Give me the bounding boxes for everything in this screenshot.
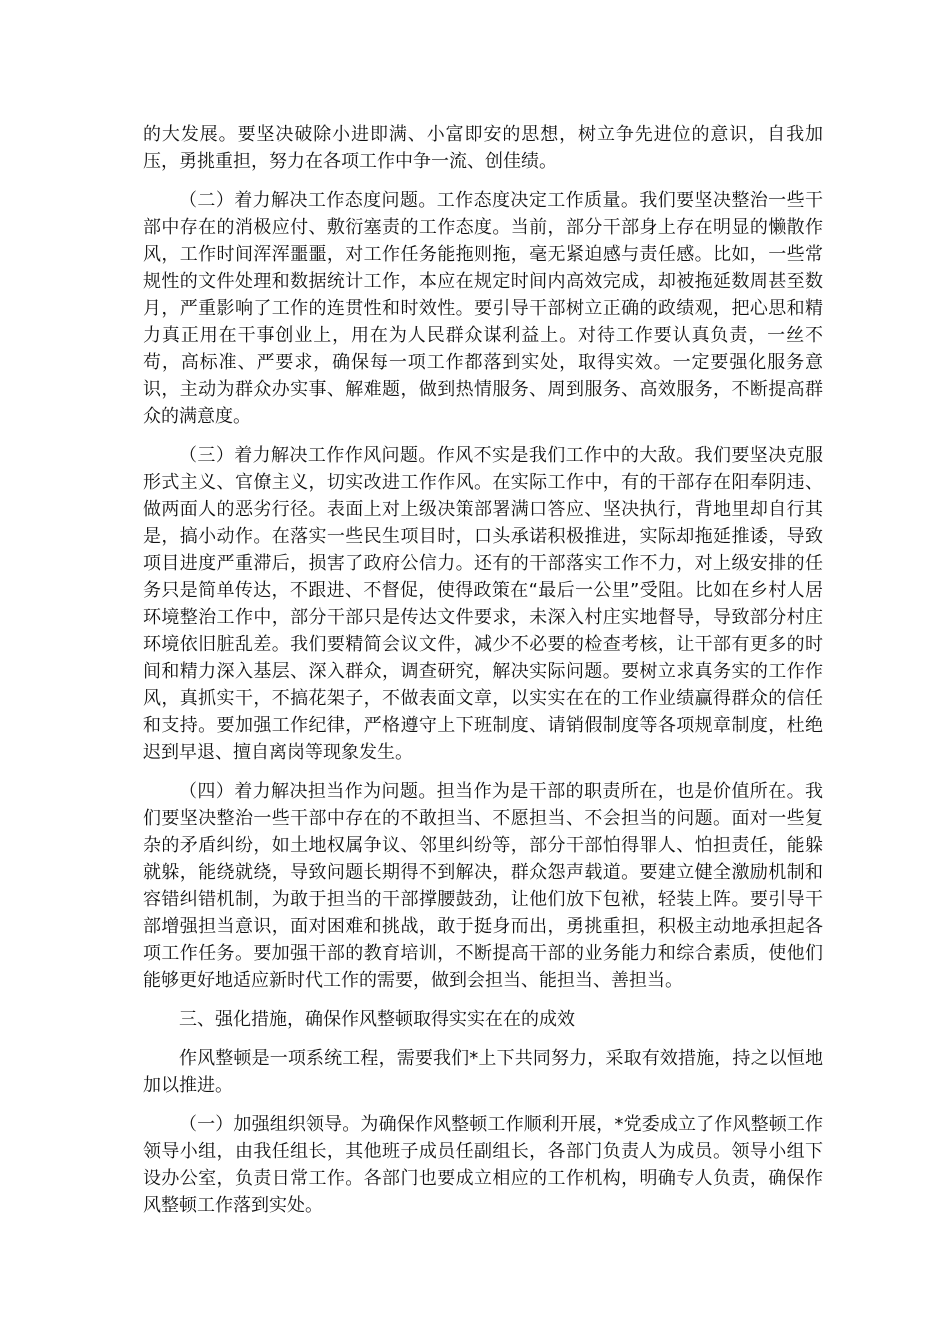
paragraph-work-attitude: （二）着力解决工作态度问题。工作态度决定工作质量。我们要坚决整治一些干部中存在的消极应付、敷衍塞责的工作态度。当前，部分干部身上存在明显的懒散作风，工作时间浑浑噩噩，对工作任务能拖则拖，毫无紧迫感与责任感。比如，一些常规性的文件处理和数据统计工作，本应在规定时间内高效完成，却被拖延数周甚至数月，严重影响了工作的连贯性和时效性。要引导干部树立正确的政绩观，把心思和精力真正用在干事创业上，用在为人民群众谋利益上。对待工作要认真负责，一丝不苟，高标准、严要求，确保每一项工作都落到实处，取得实效。一定要强化服务意识，主动为群众办实事、解难题，做到热情服务、周到服务、高效服务，不断提高群众的满意度。 — [143, 190, 823, 427]
paragraph-work-style: （三）着力解决工作作风问题。作风不实是我们工作中的大敌。我们要坚决克服形式主义、官僚主义，切实改进工作作风。在实际工作中，有的干部存在阳奉阴违、做两面人的恶劣行径。表面上对上级决策部署满口答应、坚决执行，背地里却自行其是，搞小动作。在落实一些民生项目时，口头承诺积极推进，实际却拖延推诿，导致项目进度严重滞后，损害了政府公信力。还有的干部落实工作不力，对上级安排的任务只是简单传达，不跟进、不督促，使得政策在“最后一公里”受阻。比如在乡村人居环境整治工作中，部分干部只是传达文件要求，未深入村庄实地督导，导致部分村庄环境依旧脏乱差。我们要精简会议文件，减少不必要的检查考核，让干部有更多的时间和精力深入基层、深入群众，调查研究，解决实际问题。要树立求真务实的工作作风，真抓实干，不搞花架子，不做表面文章，以实实在在的工作业绩赢得群众的信任和支持。要加强工作纪律，严格遵守上下班制度、请销假制度等各项规章制度，杜绝迟到早退、擅自离岗等现象发生。 — [143, 445, 823, 763]
paragraph-organization-leadership: （一）加强组织领导。为确保作风整顿工作顺利开展，*党委成立了作风整顿工作领导小组，由我任组长，其他班子成员任副组长，各部门负责人为成员。领导小组下设办公室，负责日常工作。各部门也要成立相应的工作机构，明确专人负责，确保作风整顿工作落到实处。 — [143, 1114, 823, 1216]
paragraph-responsibility: （四）着力解决担当作为问题。担当作为是干部的职责所在，也是价值所在。我们要坚决整治一些干部中存在的不敢担当、不愿担当、不会担当的问题。面对一些复杂的矛盾纠纷，如土地权属争议、邻里纠纷等，部分干部怕得罪人、怕担责任，能躲就躲，能绕就绕，导致问题长期得不到解决，群众怨声载道。要建立健全激励机制和容错纠错机制，为敢于担当的干部撑腰鼓劲，让他们放下包袱，轻装上阵。要引导干部增强担当意识，面对困难和挑战，敢于挺身而出，勇挑重担，积极主动地承担起各项工作任务。要加强干部的教育培训，不断提高干部的业务能力和综合素质，使他们能够更好地适应新时代工作的需要，做到会担当、能担当、善担当。 — [143, 781, 823, 991]
paragraph-section-intro: 作风整顿是一项系统工程，需要我们*上下共同努力，采取有效措施，持之以恒地加以推进。 — [143, 1048, 823, 1096]
document-page — [143, 121, 823, 1231]
paragraph-continuation: 的大发展。要坚决破除小进即满、小富即安的思想，树立争先进位的意识，自我加压，勇挑重担，努力在各项工作中争一流、创佳绩。 — [143, 124, 823, 172]
section-heading-three: 三、强化措施，确保作风整顿取得实实在在的成效 — [179, 1009, 575, 1030]
